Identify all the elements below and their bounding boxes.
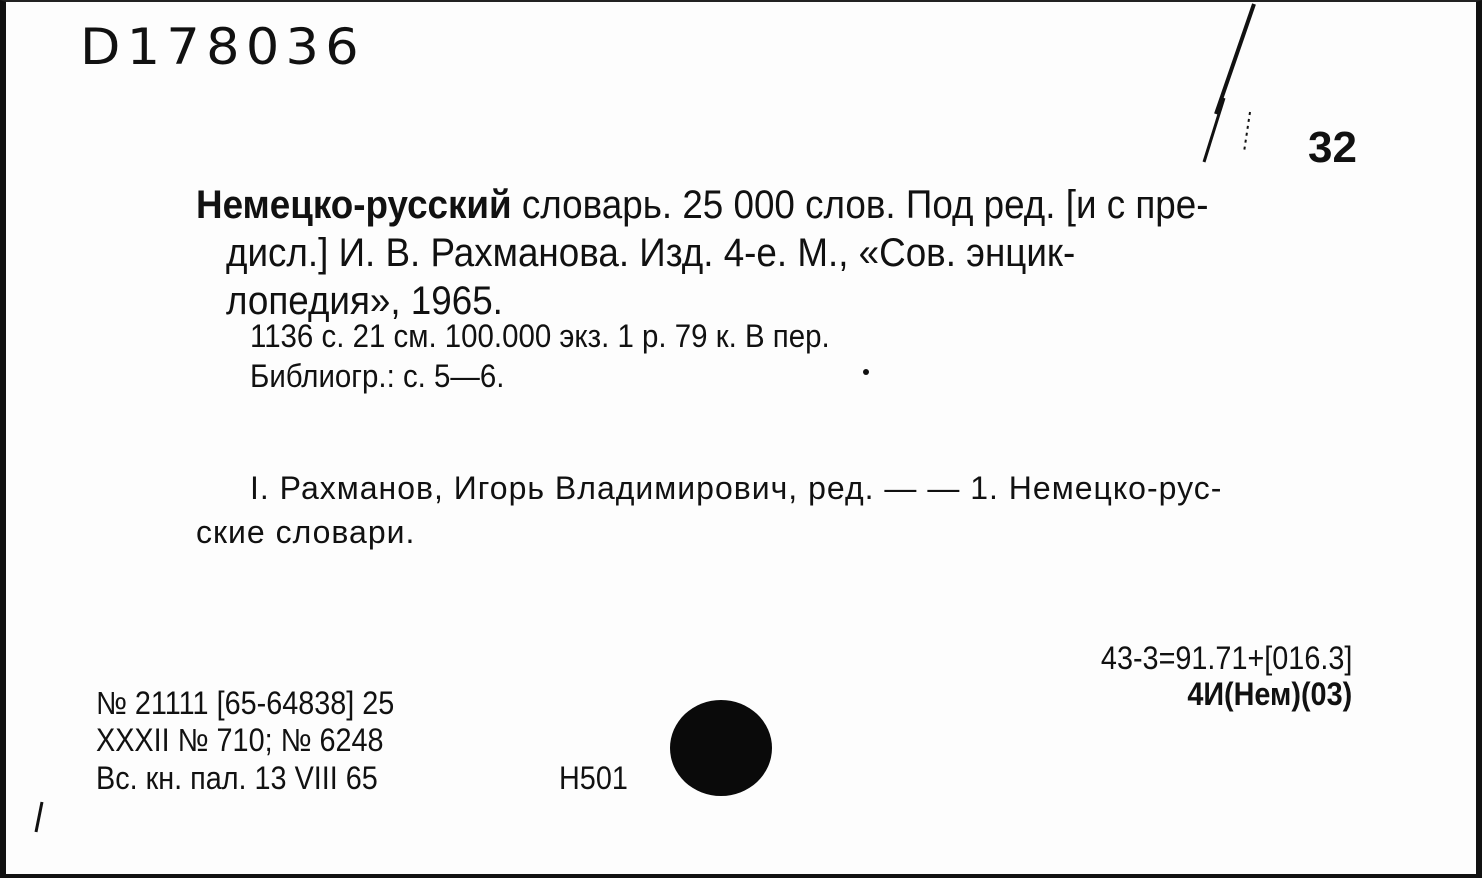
bibliography-note: Библиогр.: с. 5—6. [250, 358, 505, 394]
title-lead: Немецко-русский [196, 183, 512, 227]
accession-number: D178036 [80, 18, 365, 76]
description-line-1 [196, 185, 1208, 225]
description-line-2: дисл.] И. В. Рахманова. Изд. 4-е. М., «Сов. энцик- [226, 231, 1076, 275]
registration-line-2: XXXII № 710; № 6248 [96, 722, 384, 758]
classification-code: 43-3=91.71+[016.3] [1100, 640, 1352, 676]
description-line-1-rest: словарь. 25 000 слов. Под ред. [и с пре- [511, 183, 1209, 227]
physical-description: 1136 с. 21 см. 100.000 экз. 1 р. 79 к. В пер. [250, 318, 830, 354]
registration-line-3: Вс. кн. пал. 13 VIII 65 [96, 760, 378, 796]
tracing-line-2: ские словари. [196, 514, 416, 550]
registration-line-1: № 21111 [65-64838] 25 [96, 685, 395, 721]
page-number: 32 [1308, 123, 1357, 172]
printer-code: Н501 [559, 760, 628, 796]
punch-hole [670, 700, 772, 796]
tracing-line-1: I. Рахманов, Игорь Владимирович, ред. — — 1. Немецко-рус- [250, 470, 1223, 506]
classification-subject: 4И(Нем)(03) [1187, 676, 1352, 712]
description-line-3: лопедия», 1965. [226, 279, 503, 323]
